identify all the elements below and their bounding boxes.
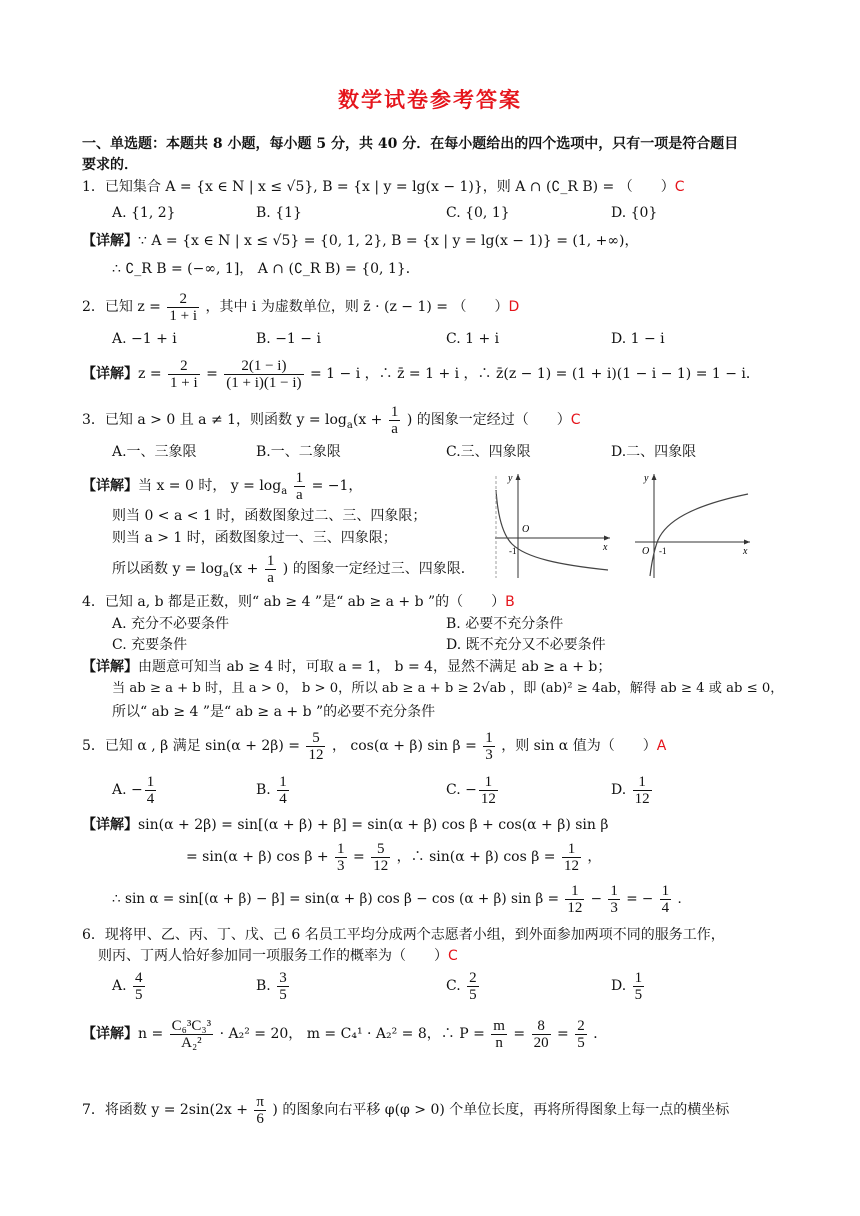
q3-detail1-a: 当 x = 0 时， y = log <box>138 478 282 494</box>
q3-stem-c: ) 的图象一定经过（ ） <box>406 412 571 428</box>
q6-d-f2-den: n <box>495 1034 503 1051</box>
q5-d2-f2-den: 12 <box>373 857 389 874</box>
q3-g1-origin-label: O <box>522 524 530 535</box>
q3-detail-row1 <box>82 466 362 506</box>
q5-d2-f1-den: 3 <box>337 857 345 874</box>
q3-g1-x-arrow-icon <box>604 536 610 541</box>
q1-detail-row <box>82 231 639 251</box>
q6-stem-line1: 6．现将甲、乙、丙、丁、戊、己 6 名员工平均分成两个志愿者小组，到外面参加两项不同的服务工作， <box>82 927 725 943</box>
q2-detail-a: z = <box>138 366 162 382</box>
q5-option-b <box>256 770 291 810</box>
q6-d-f3-den: 20 <box>533 1034 549 1051</box>
q5-opt-a-den: 4 <box>146 790 155 807</box>
q4-option-b: B. 必要不充分条件 <box>446 616 564 632</box>
q3-g2-y-label: y <box>644 473 649 484</box>
q3-g1-y-arrow-icon <box>516 474 521 480</box>
section-instruction-line1: 一、单选题：本题共 8 小题，每小题 5 分，共 40 分．在每小题给出的四个选项中，只有一项是符合题目 <box>82 136 739 152</box>
q5-detail2-d: ， <box>587 849 602 865</box>
q2-detail-fraction-2 <box>224 358 303 391</box>
q6-opt-d-den: 5 <box>634 986 643 1003</box>
q1-stem: 1．已知集合 A = {x ∈ N | x ≤ √5}, B = {x | y = lg(x − 1)}，则 A ∩ (∁_R B) = （ ） <box>82 179 675 195</box>
q5-d3-f2-den: 3 <box>610 900 618 916</box>
q5-d2-f1-num: 1 <box>337 840 345 857</box>
q5-detail-label: 【详解】 <box>82 817 138 833</box>
q1-answer: C <box>674 179 685 195</box>
q4-option-c: C. 充要条件 <box>112 637 188 653</box>
q1-option-a: A. {1, 2} <box>112 205 176 221</box>
q5-d3-f1-den: 12 <box>567 900 583 916</box>
q6-detail-a: n = <box>138 1026 164 1042</box>
q7-stem-b: ) 的图象向右平移 φ(φ > 0) 个单位长度，再将所得图象上每一点的横坐标 <box>272 1102 730 1118</box>
q2-d-f1-den: 1 + i <box>170 374 198 391</box>
q6-opt-b-label: B. <box>256 978 271 994</box>
q2-detail-label: 【详解】 <box>82 366 138 382</box>
q3-d4-num: 1 <box>266 552 275 569</box>
q6-option-a <box>112 966 147 1006</box>
q5-stem-fraction-2 <box>483 730 495 763</box>
q6-d-fraction-1 <box>170 1018 213 1051</box>
q6-detail-d: = <box>557 1026 569 1042</box>
q1-detail-label: 【详解】 <box>82 233 138 249</box>
q6-opt-c-label: C. <box>446 978 461 994</box>
q3-g2-x-label: x <box>743 546 748 557</box>
q5-stem-a: 5．已知 α , β 满足 sin(α + 2β) = <box>82 738 301 754</box>
q5-opt-a-num: 1 <box>146 773 155 790</box>
q5-detail3-d: ． <box>677 891 692 907</box>
q3-stem-sub: a <box>346 419 353 431</box>
page-title: 数学试卷参考答案 <box>338 88 522 112</box>
q5-d3-fraction-3 <box>660 883 672 916</box>
q3-d1-num: 1 <box>295 469 304 486</box>
q3-option-c: C.三、四象限 <box>446 444 531 460</box>
q5-stem-row <box>82 726 666 766</box>
q3-frac-den: a <box>391 420 398 437</box>
q6-opt-a-label: A. <box>112 978 127 994</box>
q7-frac-num: π <box>256 1093 264 1110</box>
q5-opt-a-fraction <box>145 774 157 807</box>
q3-detail4-sub: a <box>222 568 229 580</box>
q1-stem-row <box>82 177 685 197</box>
section-instruction-line2: 要求的． <box>82 157 138 173</box>
q3-detail1-sub: a <box>281 485 288 497</box>
q4-stem: 4．已知 a, b 都是正数，则“ ab ≥ 4 ”是“ ab ≥ a + b ”的（ ） <box>82 594 506 610</box>
q7-stem-a: 7．将函数 y = 2sin(2x + <box>82 1102 248 1118</box>
q2-d-f2-den: (1 + i)(1 − i) <box>226 374 302 391</box>
q5-answer: A <box>656 738 667 754</box>
q6-opt-c-fraction <box>467 970 479 1003</box>
q2-stem-row <box>82 287 519 327</box>
q3-option-a: A.一、三象限 <box>112 444 197 460</box>
q5-d3-f2-num: 1 <box>610 883 618 899</box>
q7-stem-row <box>82 1090 729 1130</box>
q3-stem-a: 3．已知 a > 0 且 a ≠ 1，则函数 y = log <box>82 412 347 428</box>
q6-opt-b-num: 3 <box>279 969 287 986</box>
q6-d-fraction-4 <box>575 1018 587 1051</box>
q2-frac-num: 2 <box>167 291 199 308</box>
q3-detail1-fraction <box>294 470 306 503</box>
q5-f2-den: 3 <box>485 746 493 763</box>
q5-opt-c-label: C. <box>446 782 461 798</box>
q3-g2-neg-one-label: -1 <box>659 546 667 556</box>
q5-opt-c-num: 1 <box>479 774 498 791</box>
q5-f2-num: 1 <box>485 729 493 746</box>
q2-detail-row <box>82 354 760 394</box>
q5-opt-a-sign: − <box>131 782 143 798</box>
q3-detail4-fraction <box>265 553 277 586</box>
q6-detail-row <box>82 1012 607 1056</box>
q3-graph-decreasing <box>490 470 615 580</box>
q4-detail-row <box>82 657 611 677</box>
q5-opt-b-den: 4 <box>279 790 287 807</box>
q6-opt-b-den: 5 <box>279 986 287 1003</box>
q3-answer: C <box>570 412 581 428</box>
q1-detail-line1: ∵ A = {x ∈ N | x ≤ √5} = {0, 1, 2}, B = {x | y = lg(x − 1)} = (1, +∞)， <box>138 233 639 249</box>
q1-detail-line2: ∴ ∁_R B = (−∞, 1]， A ∩ (∁_R B) = {0, 1}． <box>112 261 420 277</box>
q3-detail4-c: ) 的图象一定经过三、四象限． <box>282 561 475 577</box>
q6-stem-row2 <box>98 946 458 966</box>
q4-answer: B <box>505 594 515 610</box>
q2-detail-fraction-1 <box>168 358 200 391</box>
q3-detail4-a: 所以函数 y = log <box>112 561 223 577</box>
q5-d2-fraction-1 <box>335 841 347 874</box>
q5-d2-fraction-3 <box>562 841 581 874</box>
q6-d-f1-num: C₆³C₃³ <box>171 1017 212 1034</box>
q6-detail-e: ． <box>593 1026 608 1042</box>
q5-opt-b-fraction <box>277 774 289 807</box>
q1-option-c: C. {0, 1} <box>446 205 510 221</box>
q2-detail-eq: = <box>206 366 218 382</box>
q6-answer: C <box>448 948 458 964</box>
q5-detail-row1 <box>82 815 608 835</box>
q5-detail-row3 <box>112 879 691 919</box>
q6-d-f1-den: A₂² <box>181 1034 202 1051</box>
q4-detail-label: 【详解】 <box>82 659 138 675</box>
q5-detail2-c: ，∴ sin(α + β) cos β = <box>396 849 556 865</box>
q5-d2-fraction-2 <box>371 841 390 874</box>
q5-option-d <box>611 770 654 810</box>
q5-option-a <box>112 770 158 810</box>
q6-opt-d-num: 1 <box>634 969 643 986</box>
q5-opt-d-fraction <box>633 774 652 807</box>
q4-detail-line2: 当 ab ≥ a + b 时，且 a > 0， b > 0，所以 ab ≥ a + b ≥ 2√ab ，即 (ab)² ≥ 4ab，解得 ab ≥ 4 或 ab ≤ 0， <box>112 681 784 696</box>
q5-opt-d-den: 12 <box>634 790 650 807</box>
q6-d-f4-den: 5 <box>577 1034 585 1051</box>
q5-d2-f3-den: 12 <box>563 857 579 874</box>
q6-opt-d-fraction <box>633 970 645 1003</box>
q3-option-b: B.一、二象限 <box>256 444 341 460</box>
q5-option-c <box>446 770 500 810</box>
q6-d-fraction-3 <box>532 1018 551 1051</box>
q5-stem-c: ，则 sin α 值为（ ） <box>501 738 657 754</box>
q2-option-a: A. −1 + i <box>112 331 177 347</box>
q2-stem-a: 2．已知 z = <box>82 299 161 315</box>
q2-detail-b: = 1 − i ，∴ z̄ = 1 + i ，∴ z̄(z − 1) = (1 + i)(1 − i − 1) = 1 − i． <box>309 366 760 382</box>
q1-option-d: D. {0} <box>611 205 658 221</box>
q5-opt-d-num: 1 <box>633 774 652 791</box>
q5-opt-c-sign: − <box>465 782 477 798</box>
q5-opt-d-label: D. <box>611 782 627 798</box>
q6-option-c <box>446 966 481 1006</box>
q5-d2-f3-num: 1 <box>562 841 581 858</box>
q3-detail-label: 【详解】 <box>82 478 138 494</box>
q3-detail1-b: = −1， <box>311 478 363 494</box>
q3-g2-y-arrow-icon <box>652 474 657 480</box>
q5-d3-f3-den: 4 <box>661 900 670 916</box>
q5-detail-line1: sin(α + 2β) = sin[(α + β) + β] = sin(α + β) cos β + cos(α + β) sin β <box>138 817 609 833</box>
q7-stem-fraction <box>254 1094 266 1127</box>
q6-d-f4-num: 2 <box>577 1017 585 1034</box>
q3-stem-fraction <box>389 404 401 437</box>
q5-opt-b-label: B. <box>256 782 271 798</box>
q6-option-d <box>611 966 646 1006</box>
q5-d3-fraction-2 <box>608 883 620 916</box>
q7-frac-den: 6 <box>256 1110 264 1127</box>
q4-detail-line3: 所以“ ab ≥ 4 ”是“ ab ≥ a + b ”的必要不充分条件 <box>112 704 436 720</box>
q2-stem-b: ，其中 i 为虚数单位，则 z̄ · (z − 1) = （ ） <box>205 299 509 315</box>
q3-g1-x-label: x <box>603 542 608 553</box>
q2-option-d: D. 1 − i <box>611 331 665 347</box>
q5-stem-b: ， cos(α + β) sin β = <box>331 738 477 754</box>
q3-g2-origin-label: O <box>642 546 650 557</box>
q6-detail-label: 【详解】 <box>82 1026 138 1042</box>
q2-frac-den: 1 + i <box>169 307 198 324</box>
q5-opt-c-den: 12 <box>480 790 496 807</box>
q3-g2-x-arrow-icon <box>744 540 750 545</box>
q6-option-b <box>256 966 291 1006</box>
q5-d2-f2-num: 5 <box>371 841 390 858</box>
q5-detail3-c: = − <box>626 891 654 907</box>
q6-detail-b: · A₂² = 20， m = C₄¹ · A₂² = 8，∴ P = <box>219 1026 485 1042</box>
q5-detail3-a: ∴ sin α = sin[(α + β) − β] = sin(α + β) cos β − cos (α + β) sin β = <box>112 891 559 907</box>
q5-detail-row2 <box>186 837 601 877</box>
q3-frac-num: 1 <box>390 403 399 420</box>
q2-option-b: B. −1 − i <box>256 331 321 347</box>
q5-opt-a-label: A. <box>112 782 127 798</box>
q5-d3-fraction-1 <box>565 883 584 916</box>
q4-option-d: D. 既不充分又不必要条件 <box>446 637 606 653</box>
q6-opt-a-num: 4 <box>135 969 143 986</box>
q3-stem-row <box>82 400 581 440</box>
q5-f1-num: 5 <box>306 730 325 747</box>
q3-graph-increasing <box>630 470 755 580</box>
q5-detail2-a: = sin(α + β) cos β + <box>186 849 329 865</box>
q5-d3-f3-num: 1 <box>661 883 670 899</box>
q5-stem-fraction-1 <box>306 730 325 763</box>
q3-g1-y-label: y <box>508 473 513 484</box>
q3-detail-line3: 则当 a > 1 时，函数图象过一、三、四象限； <box>112 530 397 546</box>
q6-d-f2-num: m <box>493 1017 505 1034</box>
q6-stem-line2: 则丙、丁两人恰好参加同一项服务工作的概率为（ ） <box>98 948 448 964</box>
q6-detail-c: = <box>513 1026 526 1042</box>
q5-d3-f1-num: 1 <box>565 883 584 900</box>
q2-stem-fraction <box>167 291 199 324</box>
q3-detail-row4 <box>112 549 475 589</box>
q4-stem-row <box>82 592 515 612</box>
q4-option-a: A. 充分不必要条件 <box>112 616 230 632</box>
q3-detail-line2: 则当 0 < a < 1 时，函数图象过二、三、四象限； <box>112 508 427 524</box>
q2-answer: D <box>508 299 520 315</box>
q6-opt-a-den: 5 <box>135 986 143 1003</box>
q3-detail4-b: (x + <box>228 561 259 577</box>
q3-g2-curve <box>650 494 748 576</box>
q6-opt-c-num: 2 <box>469 969 477 986</box>
q3-stem-b: (x + <box>352 412 383 428</box>
q6-opt-c-den: 5 <box>469 986 477 1003</box>
q3-option-d: D.二、四象限 <box>611 444 697 460</box>
q5-detail2-b: = <box>353 849 365 865</box>
q3-g1-curve <box>496 490 608 570</box>
q2-d-f2-num: 2(1 − i) <box>224 358 303 375</box>
q2-option-c: C. 1 + i <box>446 331 500 347</box>
q3-d4-den: a <box>267 569 274 586</box>
q6-opt-d-label: D. <box>611 978 627 994</box>
q3-d1-den: a <box>296 486 303 503</box>
q5-f1-den: 12 <box>308 746 324 763</box>
q6-opt-a-fraction <box>133 970 145 1003</box>
q4-detail-line1: 由题意可知当 ab ≥ 4 时，可取 a = 1， b = 4，显然不满足 ab ≥ a + b； <box>138 659 612 675</box>
q5-opt-c-fraction <box>479 774 498 807</box>
q2-d-f1-num: 2 <box>168 358 200 375</box>
q6-d-f3-num: 8 <box>532 1018 551 1035</box>
q6-d-fraction-2 <box>491 1018 507 1051</box>
q5-opt-b-num: 1 <box>279 773 287 790</box>
q5-detail3-b: − <box>590 891 603 907</box>
q1-option-b: B. {1} <box>256 205 302 221</box>
q3-g1-neg-one-label: -1 <box>509 546 517 556</box>
q6-opt-b-fraction <box>277 970 289 1003</box>
